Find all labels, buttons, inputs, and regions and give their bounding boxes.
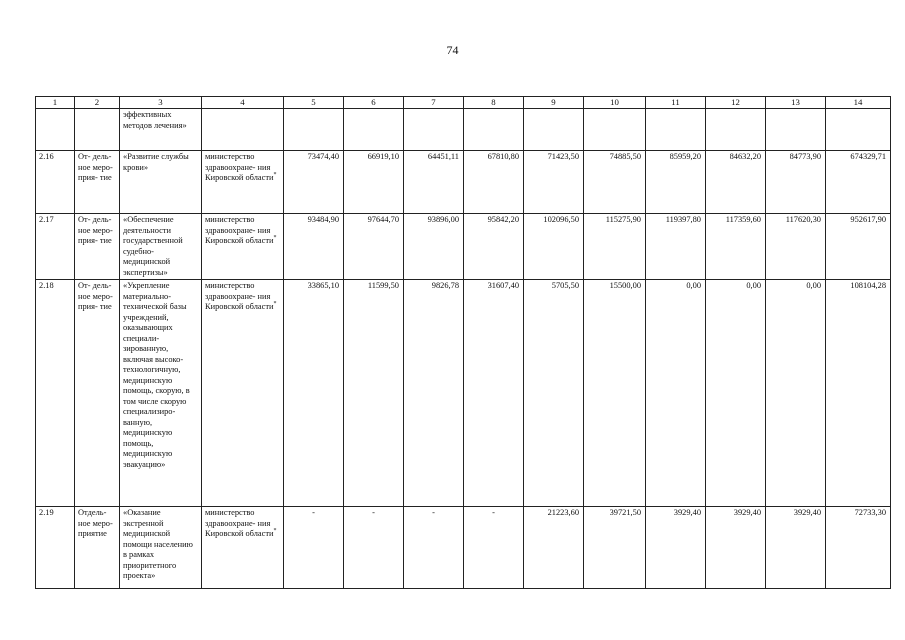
header-cell: 10 [584,97,646,109]
value-cell [284,109,344,151]
row-org [202,280,284,507]
row-name: эффективных методов лечения» [120,109,202,151]
value-cell: 71423,50 [524,151,584,214]
value-cell: - [344,507,404,589]
value-cell: - [284,507,344,589]
value-cell [464,109,524,151]
value-cell: 64451,11 [404,151,464,214]
row-type: Отдель- ное меро- приятие [75,507,120,589]
value-cell: 115275,90 [584,214,646,280]
header-cell: 14 [826,97,891,109]
value-cell: 5705,50 [524,280,584,507]
value-cell [706,109,766,151]
value-cell: 3929,40 [646,507,706,589]
value-cell: 9826,78 [404,280,464,507]
value-cell: 95842,20 [464,214,524,280]
footnote-marker: * [273,235,277,242]
row-type: От- дель- ное меро- прия- тие [75,214,120,280]
value-cell: 108104,28 [826,280,891,507]
row-name: «Обеспечение деятельности государственной судебно- медицинской экспертизы» [120,214,202,280]
header-cell: 2 [75,97,120,109]
header-cell: 6 [344,97,404,109]
value-cell: 0,00 [706,280,766,507]
footnote-marker: * [273,301,277,308]
value-cell: 93484,90 [284,214,344,280]
header-cell: 8 [464,97,524,109]
org-text: министерство здравоохране- ния Кировской области [205,281,274,311]
value-cell [404,109,464,151]
value-cell [826,109,891,151]
value-cell: 66919,10 [344,151,404,214]
value-cell: 39721,50 [584,507,646,589]
row-name: «Укрепление материально- технической базы учреждений, оказывающих специали- зированную, включая высоко- технологичную, медицинскую помощь, скорую, в том числе скорую специализиро- ванную, медицинскую помощь, медицинскую эвакуацию» [120,280,202,507]
row-code: 2.17 [36,214,75,280]
page-number: 74 [446,43,459,57]
value-cell: 3929,40 [766,507,826,589]
value-cell: - [464,507,524,589]
org-text: министерство здравоохране- ния Кировской области [205,152,274,182]
row-org [202,109,284,151]
row-code: 2.19 [36,507,75,589]
header-cell: 7 [404,97,464,109]
value-cell: 84632,20 [706,151,766,214]
value-cell: 33865,10 [284,280,344,507]
table-row [36,214,891,280]
row-type [75,109,120,151]
row-type: От- дель- ное меро- прия- тие [75,280,120,507]
value-cell: 952617,90 [826,214,891,280]
value-cell: 84773,90 [766,151,826,214]
value-cell: 67810,80 [464,151,524,214]
value-cell: 73474,40 [284,151,344,214]
org-text: министерство здравоохране- ния Кировской области [205,215,274,245]
header-cell: 12 [706,97,766,109]
value-cell: 97644,70 [344,214,404,280]
table-row [36,280,891,507]
value-cell: 74885,50 [584,151,646,214]
value-cell: 21223,60 [524,507,584,589]
value-cell: 93896,00 [404,214,464,280]
value-cell: 0,00 [646,280,706,507]
value-cell: 85959,20 [646,151,706,214]
header-cell: 9 [524,97,584,109]
row-code: 2.18 [36,280,75,507]
row-org [202,507,284,589]
value-cell: 119397,80 [646,214,706,280]
header-cell: 5 [284,97,344,109]
value-cell [766,109,826,151]
value-cell: 102096,50 [524,214,584,280]
row-org [202,214,284,280]
value-cell: 117359,60 [706,214,766,280]
row-code [36,109,75,151]
header-cell: 3 [120,97,202,109]
table-row [36,151,891,214]
header-cell: 11 [646,97,706,109]
table-row [36,109,891,151]
row-name: «Оказание экстренной медицинской помощи населению в рамках приоритетного проекта» [120,507,202,589]
value-cell [584,109,646,151]
value-cell: - [404,507,464,589]
header-row [36,97,891,109]
value-cell: 31607,40 [464,280,524,507]
row-name: «Развитие службы крови» [120,151,202,214]
value-cell: 0,00 [766,280,826,507]
value-cell [646,109,706,151]
value-cell: 72733,30 [826,507,891,589]
header-cell: 4 [202,97,284,109]
row-code: 2.16 [36,151,75,214]
row-org [202,151,284,214]
org-text: министерство здравоохране- ния Кировской области [205,508,274,538]
header-cell: 13 [766,97,826,109]
table-row [36,507,891,589]
header-cell: 1 [36,97,75,109]
footnote-marker: * [273,172,277,179]
value-cell: 11599,50 [344,280,404,507]
value-cell [524,109,584,151]
value-cell [344,109,404,151]
footnote-marker: * [273,528,277,535]
value-cell: 3929,40 [706,507,766,589]
budget-table [35,96,891,589]
row-type: От- дель- ное меро- прия- тие [75,151,120,214]
value-cell: 15500,00 [584,280,646,507]
value-cell: 674329,71 [826,151,891,214]
value-cell: 117620,30 [766,214,826,280]
